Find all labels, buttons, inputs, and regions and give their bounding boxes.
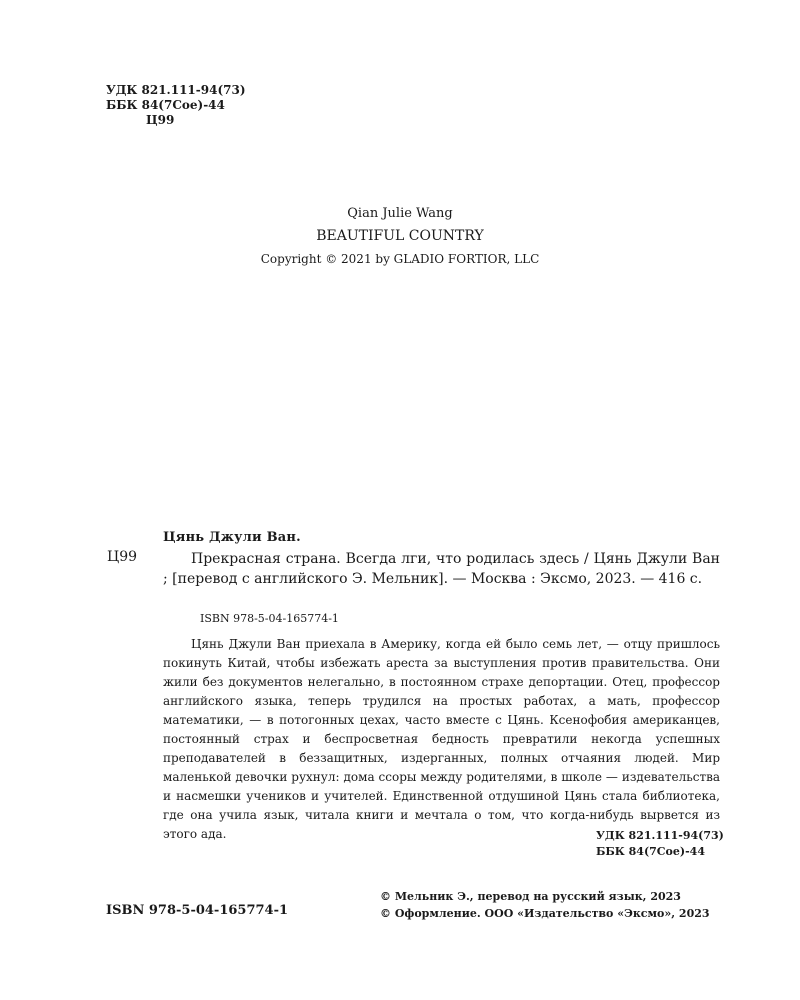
bbk-code-bottom: ББК 84(7Сое)-44: [596, 845, 705, 858]
isbn-line: ISBN 978-5-04-165774-1: [200, 612, 339, 625]
classification-codes-top: [106, 83, 246, 128]
author-heading: Цянь Джули Ван.: [163, 530, 301, 545]
original-copyright: Copyright © 2021 by GLADIO FORTIOR, LLC: [260, 252, 540, 266]
original-title: BEAUTIFUL COUNTRY: [316, 228, 484, 244]
original-author: Qian Julie Wang: [347, 206, 453, 221]
bibliographic-description: [163, 549, 720, 589]
udk-code-bottom: УДК 821.111-94(73): [596, 829, 724, 842]
cutter-mark: Ц99: [107, 549, 138, 565]
copyright-notices: [380, 888, 710, 922]
cutter-code: Ц99: [146, 113, 175, 127]
udk-code: УДК 821.111-94(73): [106, 83, 246, 97]
annotation-text: Цянь Джули Ван приехала в Америку, когда ей было семь лет, — отцу пришлось покинуть Китай, чтобы избежать ареста за выступления против правительства. Они жили без документов нелегально, в постоянном страхе депортации. Отец, профессор английского языка, теперь трудился на простых работах, а мать, профессор математики, — в потогонных цехах, часто вместе с Цянь. Ксенофобия американцев, постоянный страх и беспросветная бедность превратили некогда успешных преподавателей в беззащитных, издерганных, полных отчаяния людей. Мир маленькой девочки рухнул: дома ссоры между родителями, в школе — издевательства и насмешки учеников и учителей. Единственной отдушиной Цянь стала библиотека, где она учила язык, читала книги и мечтала о том, что когда-нибудь вырвется из этого ада.: [163, 637, 720, 841]
translation-copyright: © Мельник Э., перевод на русский язык, 2023: [380, 890, 681, 903]
design-copyright: © Оформление. ООО «Издательство «Эксмо», 2023: [380, 907, 710, 920]
description-text: Прекрасная страна. Всегда лги, что родилась здесь / Цянь Джули Ван ; [перевод с английского Э. Мельник]. — Москва : Эксмо, 2023. — 416 с.: [163, 551, 720, 587]
annotation: [163, 635, 720, 844]
classification-codes-bottom: [596, 828, 724, 860]
isbn-footer: ISBN 978-5-04-165774-1: [106, 903, 289, 918]
bbk-code: ББК 84(7Сое)-44: [106, 98, 225, 112]
